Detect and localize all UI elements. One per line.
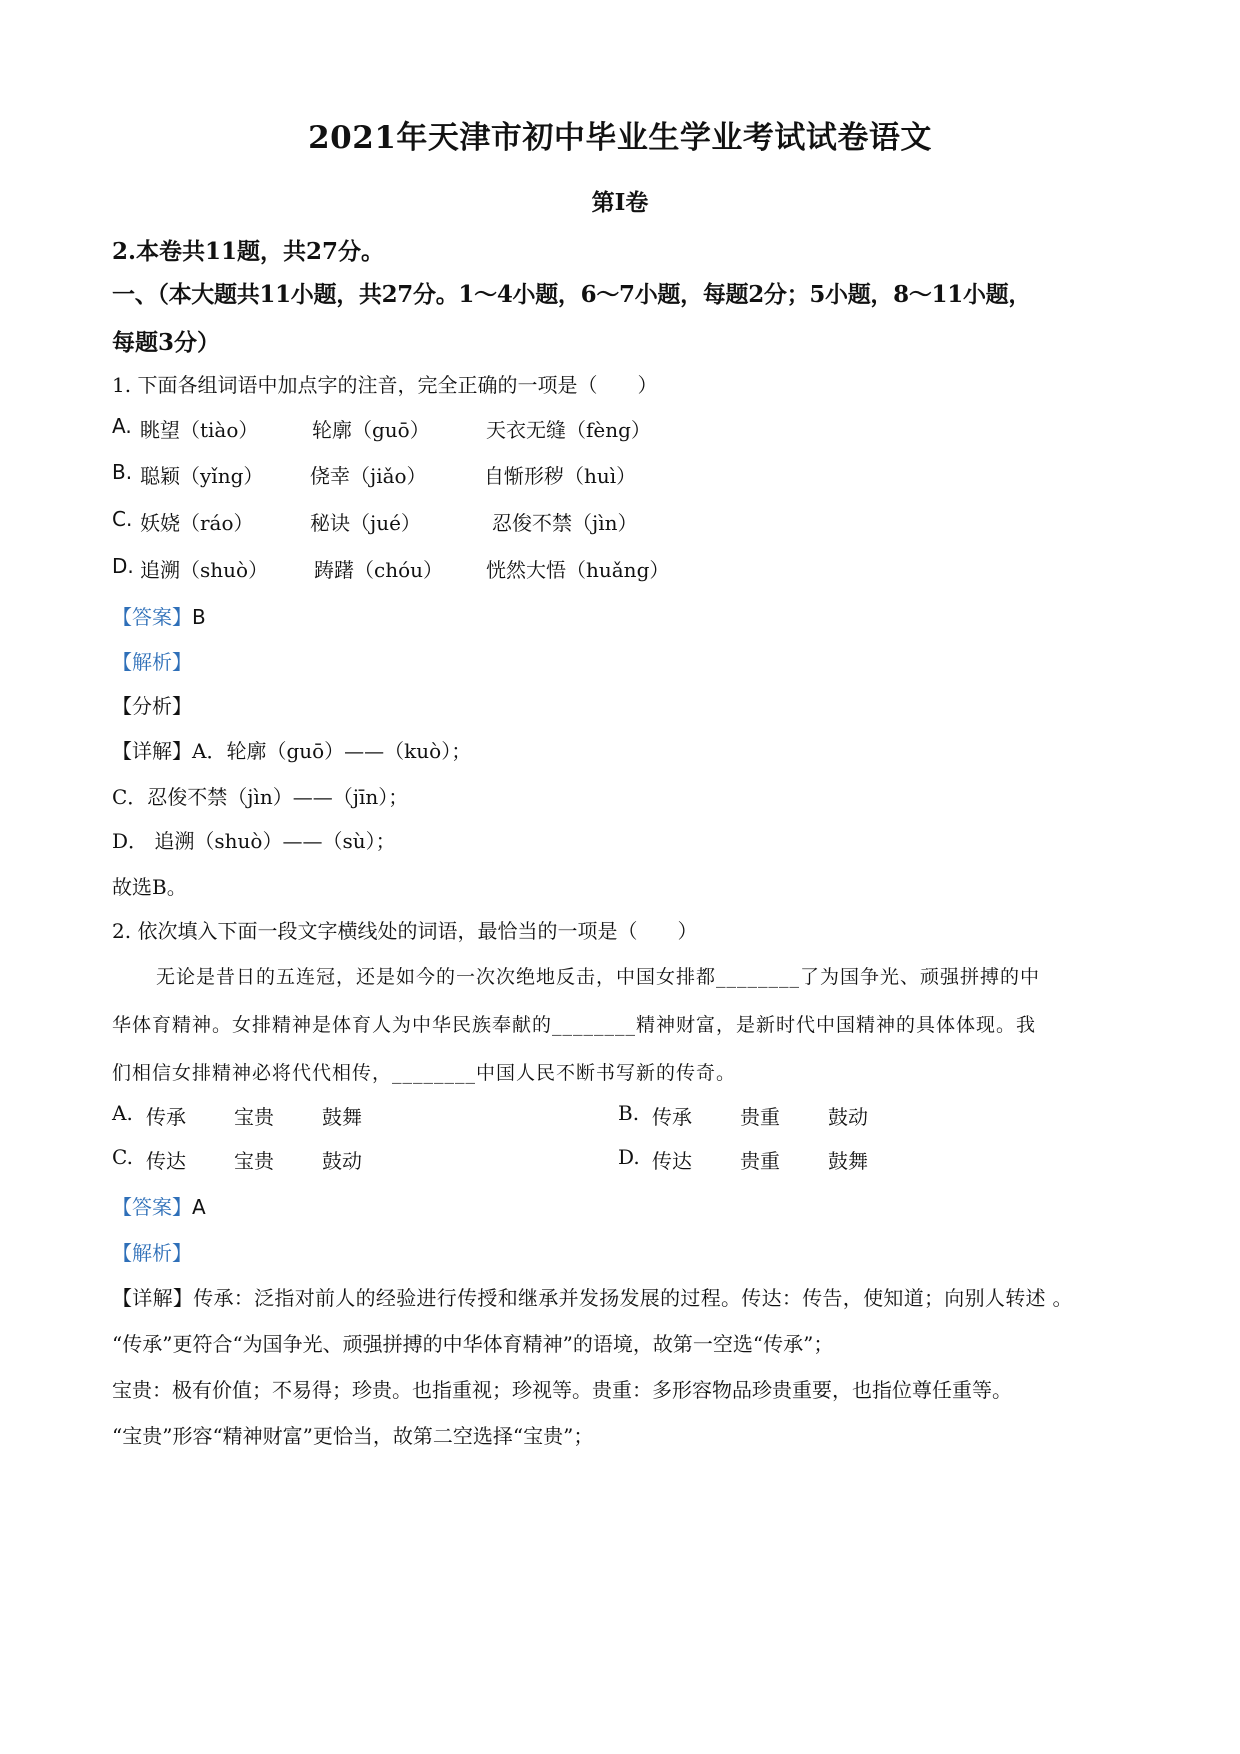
option-word-1: 妖娆（ráo）: [140, 511, 254, 535]
section-heading-line1: 一、（本大题共11小题，共27分。1～4小题，6～7小题，每题2分；5小题，8～11小题，: [112, 281, 1032, 308]
q1-stem: 1. 下面各组词语中加点字的注音，完全正确的一项是（ ）: [112, 373, 658, 397]
option-word-1: 眺望（tiào）: [140, 418, 259, 442]
q2-option-c: [112, 1145, 362, 1174]
option-word-2: 宝贵: [234, 1105, 274, 1129]
option-label: A.: [112, 414, 132, 438]
option-label: C.: [112, 507, 133, 531]
q1-option-a: [112, 414, 651, 443]
q2-detail-line: “传承”更符合“为国争光、顽强拼搏的中华体育精神”的语境，故第一空选“传承”；: [112, 1332, 834, 1356]
option-word-1: 传承: [652, 1105, 692, 1129]
q1-detail-line: C．忍俊不禁（jìn）——（jīn）；: [112, 785, 409, 809]
page-subtitle: 第Ⅰ卷: [591, 189, 649, 216]
q2-passage-line: 无论是昔日的五连冠，还是如今的一次次绝地反击，中国女排都________了为国争光、顽强拼搏的中: [156, 966, 1041, 988]
option-word-2: 贵重: [740, 1105, 780, 1129]
option-label: D.: [618, 1145, 640, 1169]
option-word-2: 秘诀（jué）: [310, 511, 421, 535]
option-word-1: 传达: [652, 1149, 692, 1173]
option-label: A.: [112, 1101, 133, 1125]
q1-option-b: [112, 460, 636, 489]
note-2: 2.本卷共11题，共27分。: [112, 238, 385, 265]
option-word-1: 聪颖（yǐng）: [140, 464, 264, 488]
q2-option-b: [618, 1101, 868, 1130]
q1-fenxi-tag: 【分析】: [112, 694, 192, 718]
q2-passage-line: 们相信女排精神必将代代相传，________中国人民不断书写新的传奇。: [112, 1062, 737, 1084]
option-word-3: 鼓舞: [828, 1149, 868, 1173]
answer-value: B: [192, 605, 206, 629]
option-label: C.: [112, 1145, 133, 1169]
q2-detail-line: 宝贵：极有价值；不易得；珍贵。也指重视；珍视等。贵重：多形容物品珍贵重要，也指位尊任重等。: [112, 1378, 1012, 1402]
option-word-3: 自惭形秽（huì）: [484, 464, 637, 488]
option-word-3: 恍然大悟（huǎng）: [486, 558, 670, 582]
q1-detail-line: 【详解】A．轮廓（guō）——（kuò）；: [112, 739, 472, 763]
option-word-1: 传达: [146, 1149, 186, 1173]
q1-answer: [112, 601, 206, 630]
section-heading-line2: 每题3分）: [112, 329, 221, 356]
option-word-2: 踌躇（chóu）: [314, 558, 444, 582]
option-word-3: 天衣无缝（fèng）: [486, 418, 651, 442]
q2-option-a: [112, 1101, 362, 1130]
q2-answer: [112, 1191, 206, 1220]
q2-option-d: [618, 1145, 868, 1174]
page-title: 2021年天津市初中毕业生学业考试试卷语文: [308, 120, 932, 156]
q1-option-c: [112, 507, 637, 536]
answer-tag: 【答案】: [112, 605, 192, 629]
q2-detail-line: 【详解】传承：泛指对前人的经验进行传授和继承并发扬发展的过程。传达：传告，使知道；向别人转述 。: [112, 1286, 1073, 1310]
option-word-1: 追溯（shuò）: [140, 558, 269, 582]
option-word-3: 鼓动: [828, 1105, 868, 1129]
q1-detail-line: 故选B。: [112, 875, 187, 899]
option-word-3: 忍俊不禁（jìn）: [492, 511, 638, 535]
q1-option-d: [112, 554, 669, 583]
option-word-3: 鼓舞: [322, 1105, 362, 1129]
option-word-2: 轮廓（guō）: [312, 418, 430, 442]
option-word-2: 贵重: [740, 1149, 780, 1173]
option-word-3: 鼓动: [322, 1149, 362, 1173]
option-word-2: 宝贵: [234, 1149, 274, 1173]
q2-analysis-tag: 【解析】: [112, 1241, 192, 1265]
q1-analysis-tag: 【解析】: [112, 650, 192, 674]
option-label: B.: [618, 1101, 640, 1125]
answer-value: A: [192, 1195, 206, 1219]
option-word-2: 侥幸（jiǎo）: [310, 464, 427, 488]
q2-passage-line: 华体育精神。女排精神是体育人为中华民族奉献的________精神财富，是新时代中国精神的具体体现。我: [112, 1014, 1037, 1036]
option-label: B.: [112, 460, 133, 484]
q2-detail-line: “宝贵”形容“精神财富”更恰当，故第二空选择“宝贵”；: [112, 1424, 594, 1448]
q1-detail-line: D． 追溯（shuò）——（sù）；: [112, 829, 396, 853]
answer-tag: 【答案】: [112, 1195, 192, 1219]
option-label: D.: [112, 554, 134, 578]
option-word-1: 传承: [146, 1105, 186, 1129]
q2-stem: 2. 依次填入下面一段文字横线处的词语，最恰当的一项是（ ）: [112, 919, 698, 943]
